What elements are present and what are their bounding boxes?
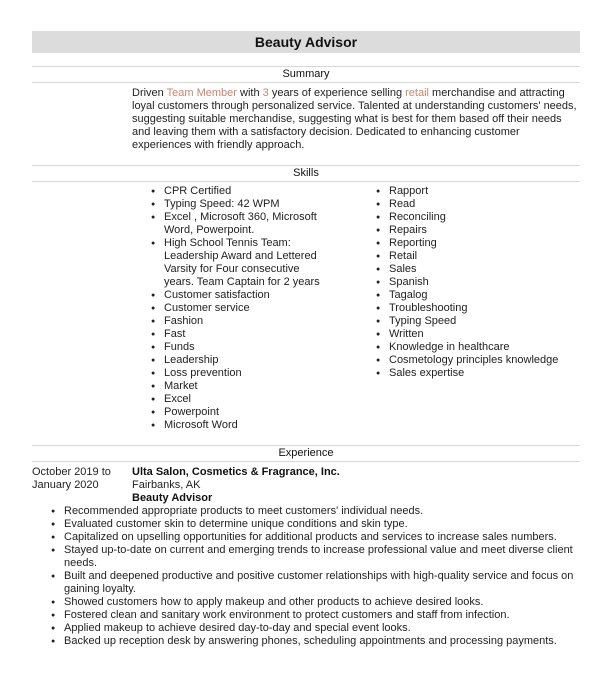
list-item: ● Spanish: [357, 276, 567, 289]
list-item: ● Stayed up-to-date on current and emerging trends to increase professional value and meet diverse client needs.: [32, 544, 580, 570]
list-item: ● Built and deepened productive and positive customer relationships with high-quality service and focus on gaining loyalty.: [32, 570, 580, 596]
list-item: ● Backed up reception desk by answering phones, scheduling appointments and processing payments.: [32, 635, 580, 648]
summary-part: Driven: [132, 87, 167, 99]
job-company: Ulta Salon, Cosmetics & Fragrance, Inc.: [132, 466, 340, 478]
skills-column-1: [132, 185, 325, 432]
list-item: ● Cosmetology principles knowledge: [357, 354, 567, 367]
job-dates: October 2019 to January 2020: [32, 466, 111, 491]
list-item: ● Recommended appropriate products to meet customers' individual needs.: [32, 505, 580, 518]
job-bullets: [32, 505, 580, 648]
resume-title: Beauty Advisor: [32, 31, 580, 53]
list-item: ● Sales expertise: [357, 367, 567, 380]
list-item: ● CPR Certified: [132, 185, 325, 198]
list-item: ● Funds: [132, 341, 325, 354]
list-item: ● High School Tennis Team: Leadership Award and Lettered Varsity for Four consecutive years. Team Captain for 2 years: [132, 237, 325, 289]
summary-heading: Summary: [32, 66, 580, 83]
skills-heading: Skills: [32, 165, 580, 182]
list-item: ● Powerpoint: [132, 406, 325, 419]
experience-heading: Experience: [32, 445, 580, 462]
resume: [32, 31, 580, 648]
summary-part: with: [236, 87, 263, 99]
list-item: ● Rapport: [357, 185, 567, 198]
skills-list: [32, 182, 580, 432]
list-item: ● Typing Speed: 42 WPM: [132, 198, 325, 211]
list-item: ● Excel , Microsoft 360, Microsoft Word, Powerpoint.: [132, 211, 325, 237]
list-item: ● Showed customers how to apply makeup and other products to achieve desired looks.: [32, 596, 580, 609]
summary-text: [32, 83, 580, 152]
summary-part: merchandise and attracting loyal customers through personalized service. Talented at understanding customers' needs, suggesting suitable merchandise, suggesting what is best for them based off their needs and leaving them with a satisfactory decision. Dedicated to enhancing customer experiences with friendly approach.: [132, 87, 577, 151]
list-item: ● Capitalized on upselling opportunities for additional products and services to increase sales numbers.: [32, 531, 580, 544]
job-location: Fairbanks, AK: [132, 479, 201, 491]
list-item: ● Troubleshooting: [357, 302, 567, 315]
job-role: Beauty Advisor: [132, 492, 213, 504]
list-item: ● Reconciling: [357, 211, 567, 224]
summary-part: years of experience selling: [268, 87, 406, 99]
list-item: ● Microsoft Word: [132, 419, 325, 432]
list-item: ● Retail: [357, 250, 567, 263]
list-item: ● Sales: [357, 263, 567, 276]
list-item: ● Fostered clean and sanitary work environment to protect customers and staff from infection.: [32, 609, 580, 622]
list-item: ● Knowledge in healthcare: [357, 341, 567, 354]
skills-column-2: [357, 185, 567, 380]
list-item: ● Applied makeup to achieve desired day-to-day and special event looks.: [32, 622, 580, 635]
list-item: ● Loss prevention: [132, 367, 325, 380]
summary-highlight: retail: [405, 87, 429, 99]
list-item: ● Reporting: [357, 237, 567, 250]
list-item: ● Tagalog: [357, 289, 567, 302]
list-item: ● Fast: [132, 328, 325, 341]
list-item: ● Evaluated customer skin to determine unique conditions and skin type.: [32, 518, 580, 531]
list-item: ● Customer service: [132, 302, 325, 315]
list-item: ● Typing Speed: [357, 315, 567, 328]
summary-highlight: Team Member: [166, 87, 237, 99]
job-entry: [32, 462, 580, 648]
list-item: ● Leadership: [132, 354, 325, 367]
list-item: ● Written: [357, 328, 567, 341]
list-item: ● Customer satisfaction: [132, 289, 325, 302]
list-item: ● Market: [132, 380, 325, 393]
list-item: ● Repairs: [357, 224, 567, 237]
list-item: ● Excel: [132, 393, 325, 406]
list-item: ● Read: [357, 198, 567, 211]
summary-highlight: 3: [262, 87, 269, 99]
list-item: ● Fashion: [132, 315, 325, 328]
